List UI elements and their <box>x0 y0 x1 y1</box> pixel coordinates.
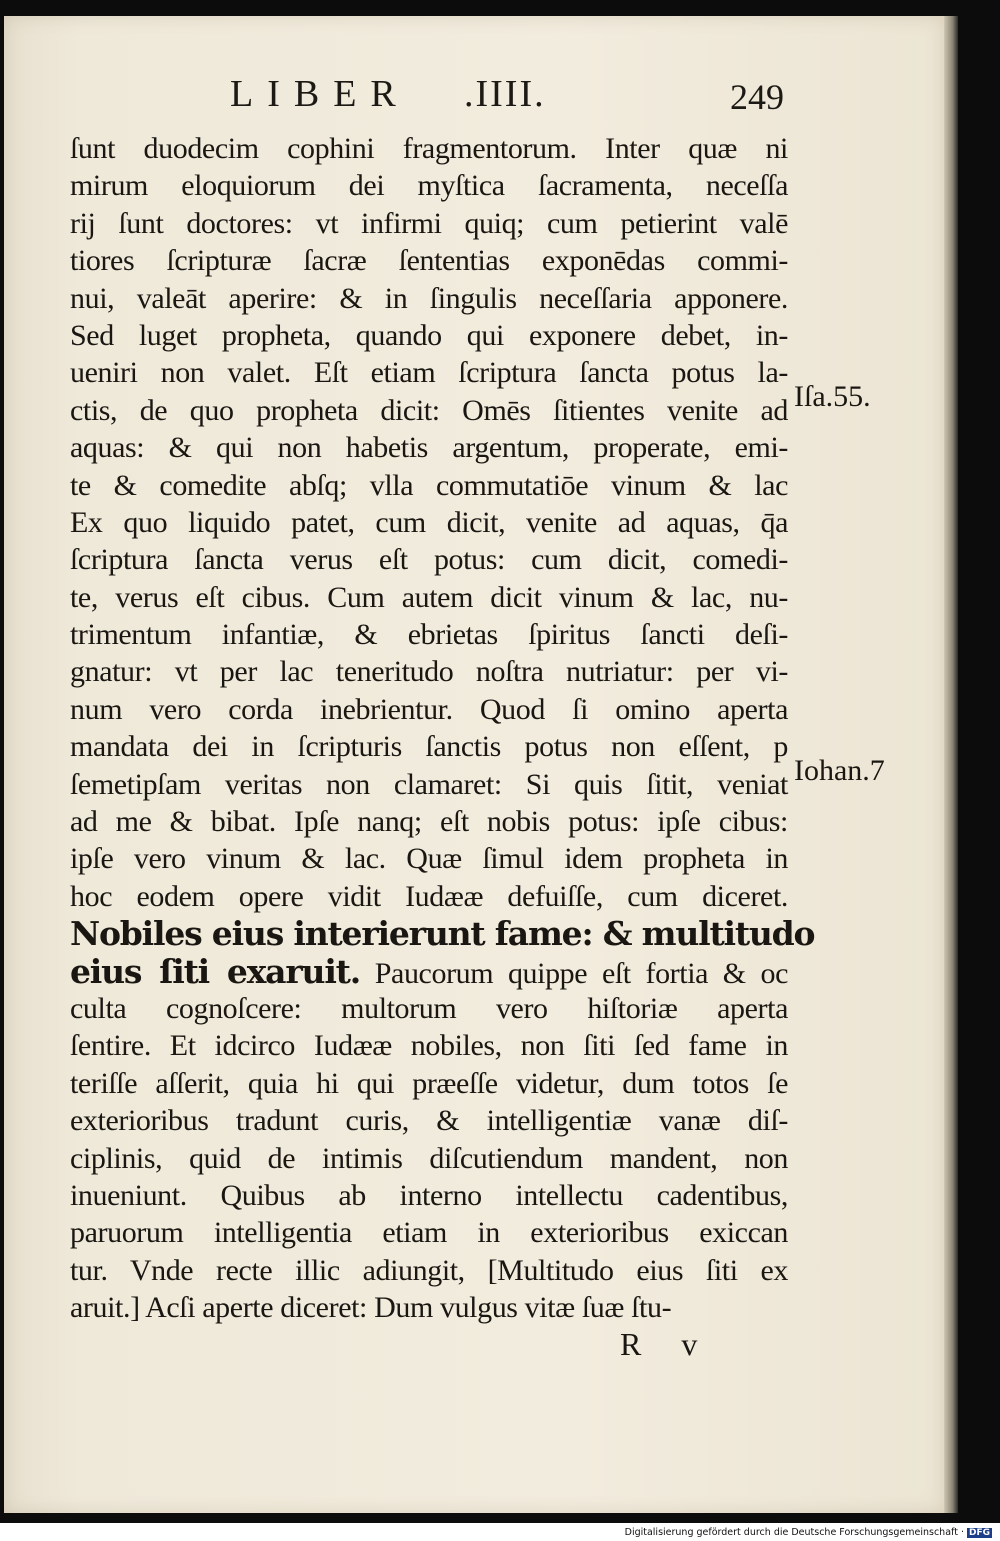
text-line: exterioribus tradunt curis, & intelligentiæ vanæ diſ- <box>70 1104 788 1138</box>
text-line: aquas: & qui non habetis argentum, properate, emi- <box>70 431 788 465</box>
text-line: rij ſunt doctores: vt infirmi quiq; cum petierint valē <box>70 206 788 240</box>
page-edge <box>944 16 958 1513</box>
text-line: te, verus eſt cibus. Cum autem dicit vinum & lac, nu- <box>70 580 788 614</box>
text-line: ſunt duodecim cophini fragmentorum. Inter quæ ni <box>70 132 788 165</box>
text-line: Ex quo liquido patet, cum dicit, venite ad aquas, q̄a <box>70 505 788 539</box>
text-line: ipſe vero vinum & lac. Quæ ſimul idem propheta in <box>70 842 788 876</box>
blackletter-quote-line: Nobiles eius interierunt fame: & multitudo <box>70 914 815 954</box>
main-text-block <box>70 130 815 1327</box>
text-line: ueniri non valet. Eſt etiam ſcriptura ſancta potus la- <box>70 356 788 390</box>
text-line: ctis, de quo propheta dicit: Omēs ſitientes venite ad <box>70 393 788 427</box>
book-page <box>4 16 944 1513</box>
text-line: ciplinis, quid de intimis diſcutiendum mandent, non <box>70 1141 788 1175</box>
text-line: ſemetipſam veritas non clamaret: Si quis ſitit, veniat <box>70 767 788 801</box>
mixed-quote-line <box>70 953 788 990</box>
text-line: tur. Vnde recte illic adiungit, [Multitudo eius ſiti ex <box>70 1253 788 1287</box>
text-line: ſentire. Et idcirco Iudææ nobiles, non ſiti ſed fame in <box>70 1029 788 1063</box>
text-line: aruit.] Acſi aperte diceret: Dum vulgus vitæ ſuæ ſtu- <box>70 1291 672 1325</box>
text-line: nui, valeāt aperire: & in ſingulis neceſſaria apponere. <box>70 281 788 315</box>
text-fragment: Paucorum quippe eſt fortia & oc <box>360 956 788 990</box>
text-line: hoc eodem opere vidit Iudææ defuiſſe, cum diceret. <box>70 879 788 913</box>
text-line: Sed luget propheta, quando qui exponere debet, in- <box>70 318 788 352</box>
text-line: gnatur: vt per lac teneritudo noſtra nutriatur: per vi- <box>70 655 788 689</box>
folio-number: 249 <box>730 77 784 117</box>
footer-credit: Digitalisierung gefördert durch die Deutsche Forschungsgemeinschaft · DFG <box>624 1527 990 1538</box>
footer-credit-text: Digitalisierung gefördert durch die Deutsche Forschungsgemeinschaft <box>624 1527 958 1538</box>
signature-mark: R v <box>620 1326 714 1362</box>
text-line: ſcriptura ſancta verus eſt potus: cum dicit, comedi- <box>70 543 788 577</box>
blackletter-quote-fragment: eius ſiti exaruit. <box>70 951 360 991</box>
text-line: inueniunt. Quibus ab interno intellectu cadentibus, <box>70 1178 788 1212</box>
text-line: trimentum infantiæ, & ebrietas ſpiritus ſancti deſi- <box>70 618 788 652</box>
text-line: paruorum intelligentia etiam in exterioribus exiccan <box>70 1216 788 1250</box>
text-line: teriſſe aſſerit, quia hi qui præeſſe videtur, dum totos ſe <box>70 1066 788 1100</box>
text-line: num vero corda inebrientur. Quod ſi omino aperta <box>70 692 788 726</box>
running-head: LIBER <box>230 73 410 115</box>
text-line: ad me & bibat. Ipſe nanq; eſt nobis potus: ipſe cibus: <box>70 805 788 839</box>
dfg-logo-icon: DFG <box>968 1528 990 1538</box>
page-header <box>4 72 944 118</box>
text-line: te & comedite abſq; vlla commutatiōe vinum & lac <box>70 468 788 502</box>
text-line: culta cognoſcere: multorum vero hiſtoriæ aperta <box>70 991 788 1025</box>
margin-note-john: Iohan.7 <box>794 754 885 787</box>
text-line: mirum eloquiorum dei myſtica ſacramenta, neceſſa <box>70 169 788 203</box>
text-line: tiores ſcripturæ ſacræ ſententias exponēdas commi- <box>70 244 788 278</box>
text-line: mandata dei in ſcripturis ſanctis potus non eſſent, p <box>70 730 788 764</box>
book-number: .IIII. <box>464 73 546 115</box>
margin-note-isaiah: Iſa.55. <box>794 380 871 413</box>
